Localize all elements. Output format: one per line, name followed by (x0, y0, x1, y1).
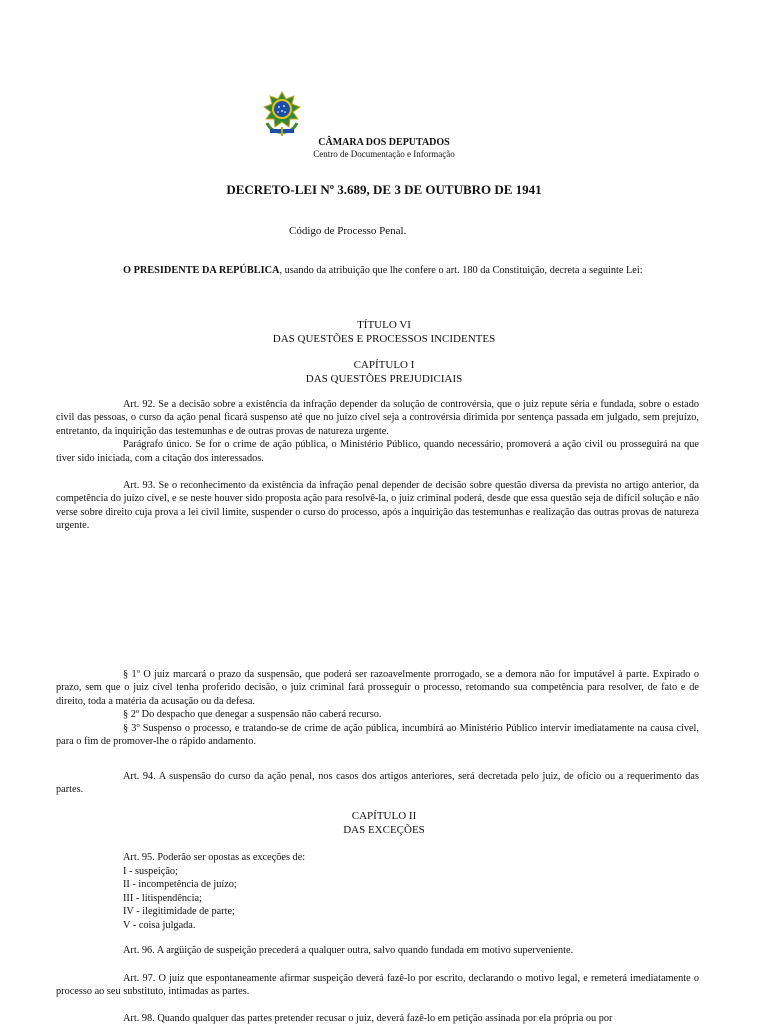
article-92 (56, 398, 699, 465)
institution-subtitle: Centro de Documentação e Informação (313, 149, 455, 159)
article-96 (56, 944, 699, 957)
preamble-bold: O PRESIDENTE DA REPÚBLICA (123, 265, 280, 276)
article-98-text: Art. 98. Quando qualquer das partes pretender recusar o juiz, deverá fazê-lo em petição assinada por ela própria ou por (123, 1013, 613, 1024)
preamble (56, 264, 699, 277)
list-item: II - incompetência de juízo; (123, 879, 237, 891)
article-93-p2: § 2º Do despacho que denegar a suspensão não caberá recurso. (123, 709, 382, 721)
ementa: Código de Processo Penal. (289, 225, 407, 237)
chapter-1-heading (0, 358, 768, 386)
article-97-text: Art. 97. O juiz que espontaneamente afirmar suspeição deverá fazê-lo por escrito, declarando o motivo legal, e remeterá imediatamente o processo ao seu substituto, intimadas as partes. (56, 973, 699, 998)
list-item: III - litispendência; (123, 892, 202, 904)
article-95 (123, 851, 305, 933)
title-name: DAS QUESTÕES E PROCESSOS INCIDENTES (272, 333, 496, 345)
title-number: TÍTULO VI (357, 319, 411, 331)
list-item: V - coisa julgada. (123, 919, 196, 931)
preamble-text: , usando da atribuição que lhe confere o art. 180 da Constituição, decreta a seguinte Lei: (279, 265, 643, 276)
article-95-intro: Art. 95. Poderão ser opostas as exceções de: (123, 852, 306, 863)
brazil-coat-of-arms-icon (262, 91, 302, 137)
list-item: I - suspeição; (123, 865, 178, 877)
article-94 (56, 770, 699, 797)
chapter-2-name: DAS EXCEÇÕES (343, 824, 425, 836)
article-92-paragraph: Parágrafo único. Se for o crime de ação pública, o Ministério Público, quando necessário, promoverá a ação civil ou prosseguirá na que tiver sido iniciada, com a citação dos interessados. (56, 439, 699, 464)
article-96-text: Art. 96. A argüição de suspeição precederá a qualquer outra, salvo quando fundada em motivo superveniente. (123, 945, 574, 956)
list-item: IV - ilegitimidade de parte; (123, 906, 235, 918)
article-93-p3: § 3º Suspenso o processo, e tratando-se de crime de ação pública, incumbirá ao Ministério Público intervir imediatamente na causa cível, para o fim de promover-lhe o rápido andamento. (56, 722, 699, 748)
article-93-p1: § 1º O juiz marcará o prazo da suspensão, que poderá ser razoavelmente prorrogado, se a demora não for imputável à parte. Expirado o prazo, sem que o juiz cível tenha proferido decisão, o juiz criminal fará prosseguir o processo, retomando sua competência para resolver, de fato e de direito, toda a matéria da acusação ou da defesa. (56, 669, 699, 707)
institution-name: CÂMARA DOS DEPUTADOS (318, 137, 450, 148)
article-92-text: Art. 92. Se a decisão sobre a existência da infração depender da solução de controvérsia, que o juiz repute séria e fundada, sobre o estado civil das pessoas, o curso da ação penal ficará suspenso até que no juízo cível seja a controvérsia dirimida por sentença passada em julgado, sem prejuízo, entretanto, da inquirição das testemunhas e de outras provas de natureza urgente. (56, 399, 699, 437)
chapter-2-heading (0, 809, 768, 837)
article-94-text: Art. 94. A suspensão do curso da ação penal, nos casos dos artigos anteriores, será decretada pelo juiz, de ofício ou a requerimento das partes. (56, 771, 699, 796)
article-98 (56, 1012, 699, 1025)
article-93-paragraphs (56, 668, 699, 748)
title-heading (0, 318, 768, 346)
article-97 (56, 972, 699, 999)
chapter-2-number: CAPÍTULO II (351, 810, 417, 822)
chapter-1-number: CAPÍTULO I (353, 359, 415, 371)
article-93 (56, 479, 699, 533)
decree-title: DECRETO-LEI Nº 3.689, DE 3 DE OUTUBRO DE 1941 (226, 182, 542, 197)
article-93-text: Art. 93. Se o reconhecimento da existência da infração penal depender de decisão sobre questão diversa da prevista no artigo anterior, da competência do juízo cível, e se neste houver sido proposta ação para resolvê-la, o juiz criminal poderá, desde que essa questão seja de difícil solução e não verse sobre direito cuja prova a lei civil limite, suspender o curso do processo, após a inquirição das testemunhas e realização das outras provas de natureza urgente. (56, 480, 699, 532)
chapter-1-name: DAS QUESTÕES PREJUDICIAIS (305, 373, 463, 385)
